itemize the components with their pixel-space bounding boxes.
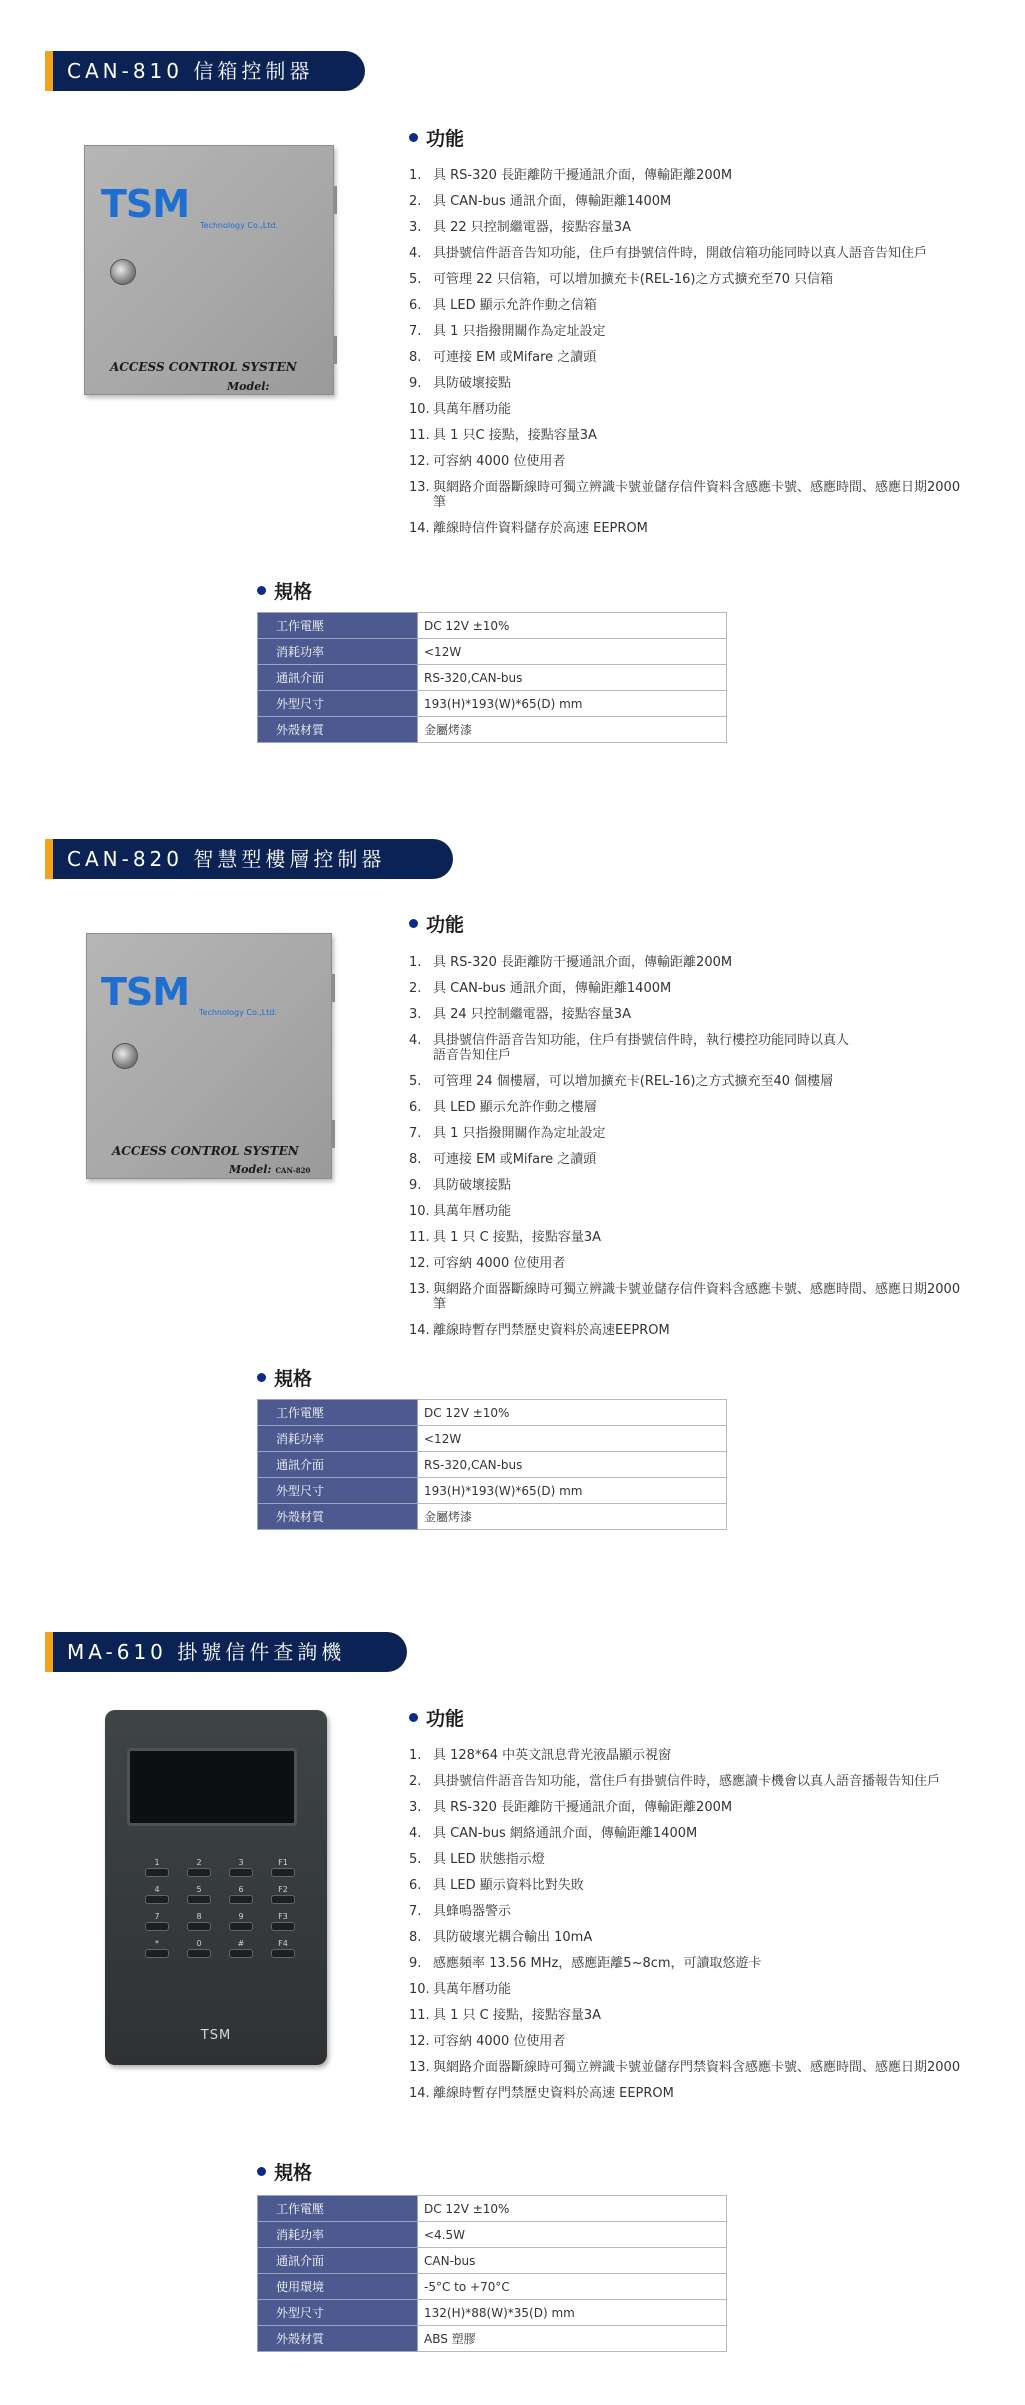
list-item-number: 14. — [409, 2086, 430, 2101]
spec-value: 193(H)*193(W)*65(D) mm — [418, 691, 727, 717]
list-item-number: 7. — [409, 1904, 422, 1919]
key-button — [271, 1949, 295, 1958]
features-heading-text: 功能 — [426, 914, 465, 936]
spec-value: -5°C to +70°C — [418, 2274, 727, 2300]
spec-value: RS-320,CAN-bus — [418, 1452, 727, 1478]
list-item-text: 具 LED 狀態指示燈 — [433, 1852, 545, 1867]
keypad-key — [229, 1912, 253, 1931]
hinge — [333, 336, 337, 364]
table-row — [258, 613, 727, 639]
tsm-logo: TSM — [101, 970, 190, 1014]
list-item-number: 7. — [409, 324, 422, 339]
spec-value: 金屬烤漆 — [418, 717, 727, 743]
keypad-row — [145, 1885, 295, 1904]
tsm-logo-subtitle: Technology Co.,Ltd. — [200, 221, 278, 230]
keypad-key — [187, 1885, 211, 1904]
key-button — [271, 1895, 295, 1904]
list-item-text: 可容納 4000 位使用者 — [433, 454, 566, 469]
list-item-text: 具萬年曆功能 — [433, 1204, 512, 1219]
list-item-number: 9. — [409, 376, 422, 391]
list-item-text: 具 1 只指撥開關作為定址設定 — [433, 324, 606, 339]
list-item-number: 8. — [409, 1152, 422, 1167]
list-item-number: 13. — [409, 480, 430, 495]
list-item-text: 可容納 4000 位使用者 — [433, 2034, 566, 2049]
list-item — [409, 1204, 969, 1219]
tsm-logo-subtitle: Technology Co.,Ltd. — [199, 1008, 277, 1017]
key-button — [229, 1868, 253, 1877]
features-heading-text: 功能 — [426, 1708, 465, 1730]
key-button — [145, 1868, 169, 1877]
list-item-text: 具防破壞接點 — [433, 376, 512, 391]
product-image-ma610 — [105, 1710, 327, 2065]
keypad — [145, 1858, 295, 1966]
table-row — [258, 1426, 727, 1452]
product-title-ma610: MA-610 掛號信件查詢機 — [45, 1632, 407, 1672]
bullet-dot-icon — [257, 2167, 266, 2176]
spec-key: 使用環境 — [258, 2274, 418, 2300]
list-item-number: 3. — [409, 220, 422, 235]
spec-value: 金屬烤漆 — [418, 1504, 727, 1530]
box-caption: ACCESS CONTROL SYSTEN — [110, 360, 297, 374]
spec-key: 外殼材質 — [258, 1504, 418, 1530]
keypad-key — [187, 1939, 211, 1958]
keypad-key — [271, 1939, 295, 1958]
lock-icon — [110, 259, 136, 285]
key-label: 3 — [238, 1858, 244, 1867]
spec-key: 通訊介面 — [258, 1452, 418, 1478]
list-item-text: 與網路介面器斷線時可獨立辨識卡號並儲存信件資料含感應卡號、感應時間、感應日期2000 筆 — [433, 480, 961, 510]
list-item-text: 與網路介面器斷線時可獨立辨識卡號並儲存信件資料含感應卡號、感應時間、感應日期2000 筆 — [433, 1282, 961, 1312]
table-row — [258, 1452, 727, 1478]
key-button — [187, 1922, 211, 1931]
specs-heading — [257, 1364, 312, 1391]
list-item-text: 具蜂鳴器警示 — [433, 1904, 512, 1919]
list-item-text: 具 1 只指撥開關作為定址設定 — [433, 1126, 606, 1141]
keypad-key — [145, 1912, 169, 1931]
list-item-text: 離線時信件資料儲存於高速 EEPROM — [433, 521, 648, 536]
key-label: 0 — [196, 1939, 202, 1948]
list-item — [409, 1007, 969, 1022]
list-item — [409, 1852, 969, 1867]
table-row — [258, 2196, 727, 2222]
product-image-can810 — [84, 145, 334, 395]
list-item-number: 3. — [409, 1800, 422, 1815]
key-label: 7 — [154, 1912, 160, 1921]
list-item-text: 具 24 只控制繼電器，接點容量3A — [433, 1007, 631, 1022]
hinge — [333, 186, 337, 214]
spec-key: 外型尺寸 — [258, 2300, 418, 2326]
list-item — [409, 428, 969, 443]
key-label: F1 — [278, 1858, 288, 1867]
list-item-number: 14. — [409, 521, 430, 536]
list-item — [409, 194, 969, 209]
list-item-number: 2. — [409, 1774, 422, 1789]
list-item-number: 9. — [409, 1956, 422, 1971]
spec-key: 外殼材質 — [258, 717, 418, 743]
key-button — [187, 1868, 211, 1877]
list-item — [409, 1178, 969, 1193]
keypad-key — [271, 1858, 295, 1877]
list-item-number: 12. — [409, 2034, 430, 2049]
spec-key: 通訊介面 — [258, 665, 418, 691]
list-item-text: 具 1 只 C 接點，接點容量3A — [433, 2008, 602, 2023]
keypad-key — [187, 1912, 211, 1931]
lcd-screen — [127, 1748, 297, 1826]
list-item-number: 13. — [409, 2060, 430, 2075]
key-button — [229, 1949, 253, 1958]
list-item — [409, 2034, 969, 2049]
list-item — [409, 1282, 969, 1312]
list-item — [409, 1956, 969, 1971]
list-item — [409, 1878, 969, 1893]
box-model-label — [229, 1163, 310, 1176]
key-label: 8 — [196, 1912, 202, 1921]
list-item-number: 6. — [409, 1878, 422, 1893]
keypad-key — [187, 1858, 211, 1877]
spec-key: 通訊介面 — [258, 2248, 418, 2274]
table-row — [258, 2248, 727, 2274]
spec-value: RS-320,CAN-bus — [418, 665, 727, 691]
tsm-logo: TSM — [101, 182, 190, 226]
bullet-dot-icon — [257, 586, 266, 595]
list-item — [409, 1982, 969, 1997]
lock-icon — [112, 1043, 138, 1069]
bullet-dot-icon — [409, 919, 418, 928]
feature-list-ma610 — [409, 1748, 969, 2101]
spec-key: 外型尺寸 — [258, 1478, 418, 1504]
list-item-text: 與網路介面器斷線時可獨立辨識卡號並儲存門禁資料含感應卡號、感應時間、感應日期2000 — [433, 2060, 961, 2075]
keypad-key — [271, 1885, 295, 1904]
list-item-text: 具萬年曆功能 — [433, 402, 512, 417]
table-row — [258, 665, 727, 691]
table-row — [258, 1400, 727, 1426]
list-item-text: 感應頻率 13.56 MHz，感應距離5~8cm，可讀取悠遊卡 — [433, 1956, 762, 1971]
list-item — [409, 1074, 969, 1089]
list-item-text: 具 RS-320 長距離防干擾通訊介面，傳輸距離200M — [433, 168, 733, 183]
list-item-number: 14. — [409, 1323, 430, 1338]
product-title-can820: CAN-820 智慧型樓層控制器 — [45, 839, 453, 879]
spec-value: DC 12V ±10% — [418, 613, 727, 639]
list-item-number: 2. — [409, 981, 422, 996]
list-item-number: 12. — [409, 1256, 430, 1271]
list-item — [409, 220, 969, 235]
list-item — [409, 1826, 969, 1841]
list-item-number: 10. — [409, 1982, 430, 1997]
list-item-number: 5. — [409, 1074, 422, 1089]
list-item-number: 10. — [409, 1204, 430, 1219]
specs-heading-text: 規格 — [274, 1368, 313, 1390]
table-row — [258, 2300, 727, 2326]
table-row — [258, 1478, 727, 1504]
list-item-text: 可管理 22 只信箱，可以增加擴充卡(REL-16)之方式擴充至70 只信箱 — [433, 272, 834, 287]
list-item — [409, 480, 969, 510]
list-item — [409, 1256, 969, 1271]
spec-value: 132(H)*88(W)*35(D) mm — [418, 2300, 727, 2326]
spec-key: 工作電壓 — [258, 613, 418, 639]
list-item-number: 9. — [409, 1178, 422, 1193]
bullet-dot-icon — [409, 1713, 418, 1722]
list-item — [409, 272, 969, 287]
list-item-text: 離線時暫存門禁歷史資料於高速EEPROM — [433, 1323, 670, 1338]
keypad-key — [145, 1885, 169, 1904]
list-item-text: 具 1 只 C 接點，接點容量3A — [433, 1230, 602, 1245]
spec-value: <12W — [418, 1426, 727, 1452]
list-item — [409, 376, 969, 391]
list-item-text: 離線時暫存門禁歷史資料於高速 EEPROM — [433, 2086, 674, 2101]
list-item-text: 可連接 EM 或Mifare 之讀頭 — [433, 1152, 597, 1167]
box-model-label-text: Model: — [229, 1163, 272, 1176]
key-button — [187, 1895, 211, 1904]
list-item-text: 具 LED 顯示資料比對失敗 — [433, 1878, 584, 1893]
list-item — [409, 350, 969, 365]
bullet-dot-icon — [257, 1373, 266, 1382]
spec-value: 193(H)*193(W)*65(D) mm — [418, 1478, 727, 1504]
list-item-number: 8. — [409, 350, 422, 365]
keypad-key — [145, 1939, 169, 1958]
list-item — [409, 521, 969, 536]
keypad-row — [145, 1939, 295, 1958]
list-item — [409, 1748, 969, 1763]
key-button — [145, 1922, 169, 1931]
table-row — [258, 639, 727, 665]
key-button — [271, 1922, 295, 1931]
product-title-can810: CAN-810 信箱控制器 — [45, 51, 365, 91]
features-heading-text: 功能 — [426, 128, 465, 150]
spec-key: 外型尺寸 — [258, 691, 418, 717]
list-item — [409, 324, 969, 339]
hinge — [331, 1120, 335, 1148]
key-button — [229, 1895, 253, 1904]
spec-value: <4.5W — [418, 2222, 727, 2248]
hinge — [331, 974, 335, 1002]
list-item — [409, 1230, 969, 1245]
list-item-text: 具 1 只C 接點，接點容量3A — [433, 428, 597, 443]
feature-list-can820 — [409, 955, 969, 1338]
spec-table-ma610 — [257, 2195, 727, 2352]
list-item — [409, 1100, 969, 1115]
list-item-text: 具掛號信件語音告知功能，住戶有掛號信件時，開啟信箱功能同時以真人語音告知住戶 — [433, 246, 928, 261]
key-label: 9 — [238, 1912, 244, 1921]
list-item-text: 具 LED 顯示允許作動之樓層 — [433, 1100, 597, 1115]
list-item — [409, 1774, 969, 1789]
spec-value: CAN-bus — [418, 2248, 727, 2274]
list-item — [409, 981, 969, 996]
list-item-number: 6. — [409, 1100, 422, 1115]
key-label: * — [155, 1939, 159, 1948]
list-item-number: 11. — [409, 428, 430, 443]
table-row — [258, 691, 727, 717]
keypad-row — [145, 1858, 295, 1877]
list-item-text: 具 CAN-bus 通訊介面，傳輸距離1400M — [433, 981, 672, 996]
spec-key: 消耗功率 — [258, 2222, 418, 2248]
list-item-text: 具 LED 顯示允許作動之信箱 — [433, 298, 597, 313]
feature-list-can810 — [409, 168, 969, 536]
list-item-number: 4. — [409, 246, 422, 261]
list-item-number: 1. — [409, 168, 422, 183]
features-heading — [409, 910, 464, 937]
table-row — [258, 2326, 727, 2352]
list-item-text: 具 RS-320 長距離防干擾通訊介面，傳輸距離200M — [433, 955, 733, 970]
list-item — [409, 168, 969, 183]
list-item-text: 具掛號信件語音告知功能，當住戶有掛號信件時，感應讀卡機會以真人語音播報告知住戶 — [433, 1774, 941, 1789]
reader-brand: TSM — [200, 2028, 232, 2043]
box-model-label-text: Model: — [227, 380, 270, 393]
list-item-number: 12. — [409, 454, 430, 469]
list-item-number: 3. — [409, 1007, 422, 1022]
list-item — [409, 1323, 969, 1338]
specs-heading — [257, 577, 312, 604]
list-item — [409, 2060, 969, 2075]
list-item — [409, 955, 969, 970]
list-item-number: 11. — [409, 1230, 430, 1245]
list-item-text: 具掛號信件語音告知功能，住戶有掛號信件時，執行樓控功能同時以真人語音告知住戶 — [433, 1033, 850, 1063]
list-item-number: 1. — [409, 955, 422, 970]
list-item-text: 具 22 只控制繼電器，接點容量3A — [433, 220, 631, 235]
list-item — [409, 2008, 969, 2023]
keypad-key — [271, 1912, 295, 1931]
keypad-key — [229, 1858, 253, 1877]
features-heading — [409, 124, 464, 151]
box-model-value: CAN-820 — [275, 1166, 311, 1175]
spec-table-can810 — [257, 612, 727, 743]
list-item-text: 可容納 4000 位使用者 — [433, 1256, 566, 1271]
key-button — [187, 1949, 211, 1958]
list-item — [409, 1126, 969, 1141]
list-item — [409, 1800, 969, 1815]
features-heading — [409, 1704, 464, 1731]
list-item-text: 具防破壞接點 — [433, 1178, 512, 1193]
list-item — [409, 2086, 969, 2101]
spec-value: ABS 塑膠 — [418, 2326, 727, 2352]
bullet-dot-icon — [409, 133, 418, 142]
spec-value: DC 12V ±10% — [418, 2196, 727, 2222]
key-label: F3 — [278, 1912, 288, 1921]
list-item-text: 具 128*64 中英文訊息背光液晶顯示視窗 — [433, 1748, 672, 1763]
list-item-number: 1. — [409, 1748, 422, 1763]
list-item-number: 6. — [409, 298, 422, 313]
box-caption: ACCESS CONTROL SYSTEN — [112, 1144, 299, 1158]
keypad-key — [229, 1885, 253, 1904]
list-item-number: 10. — [409, 402, 430, 417]
key-label: F4 — [278, 1939, 288, 1948]
key-button — [145, 1895, 169, 1904]
list-item-number: 7. — [409, 1126, 422, 1141]
list-item-number: 8. — [409, 1930, 422, 1945]
table-row — [258, 2274, 727, 2300]
list-item-text: 可管理 24 個樓層，可以增加擴充卡(REL-16)之方式擴充至40 個樓層 — [433, 1074, 834, 1089]
keypad-key — [229, 1939, 253, 1958]
spec-table-can820 — [257, 1399, 727, 1530]
list-item-text: 可連接 EM 或Mifare 之讀頭 — [433, 350, 597, 365]
list-item — [409, 454, 969, 469]
specs-heading-text: 規格 — [274, 581, 313, 603]
table-row — [258, 717, 727, 743]
box-model-label — [227, 380, 273, 393]
list-item-number: 2. — [409, 194, 422, 209]
key-label: F2 — [278, 1885, 288, 1894]
list-item-number: 11. — [409, 2008, 430, 2023]
key-label: 6 — [238, 1885, 244, 1894]
key-label: 5 — [196, 1885, 202, 1894]
product-image-can820 — [86, 933, 332, 1179]
list-item — [409, 402, 969, 417]
list-item — [409, 298, 969, 313]
key-label: 1 — [154, 1858, 160, 1867]
spec-key: 工作電壓 — [258, 2196, 418, 2222]
spec-key: 外殼材質 — [258, 2326, 418, 2352]
list-item-number: 5. — [409, 272, 422, 287]
keypad-key — [145, 1858, 169, 1877]
keypad-row — [145, 1912, 295, 1931]
table-row — [258, 2222, 727, 2248]
spec-key: 消耗功率 — [258, 639, 418, 665]
key-button — [229, 1922, 253, 1931]
list-item — [409, 1033, 969, 1063]
list-item-number: 5. — [409, 1852, 422, 1867]
list-item — [409, 1152, 969, 1167]
list-item-number: 13. — [409, 1282, 430, 1297]
specs-heading-text: 規格 — [274, 2162, 313, 2184]
list-item-text: 具防破壞光耦合輸出 10mA — [433, 1930, 593, 1945]
spec-key: 工作電壓 — [258, 1400, 418, 1426]
list-item — [409, 1930, 969, 1945]
spec-value: <12W — [418, 639, 727, 665]
list-item-text: 具 CAN-bus 網絡通訊介面，傳輸距離1400M — [433, 1826, 698, 1841]
key-label: 4 — [154, 1885, 160, 1894]
spec-key: 消耗功率 — [258, 1426, 418, 1452]
list-item-number: 4. — [409, 1826, 422, 1841]
key-button — [271, 1868, 295, 1877]
key-button — [145, 1949, 169, 1958]
spec-value: DC 12V ±10% — [418, 1400, 727, 1426]
list-item — [409, 1904, 969, 1919]
key-label: # — [237, 1939, 245, 1948]
list-item-text: 具 RS-320 長距離防干擾通訊介面，傳輸距離200M — [433, 1800, 733, 1815]
list-item-text: 具 CAN-bus 通訊介面，傳輸距離1400M — [433, 194, 672, 209]
key-label: 2 — [196, 1858, 202, 1867]
list-item-number: 4. — [409, 1033, 422, 1048]
list-item — [409, 246, 969, 261]
specs-heading — [257, 2158, 312, 2185]
table-row — [258, 1504, 727, 1530]
list-item-text: 具萬年曆功能 — [433, 1982, 512, 1997]
